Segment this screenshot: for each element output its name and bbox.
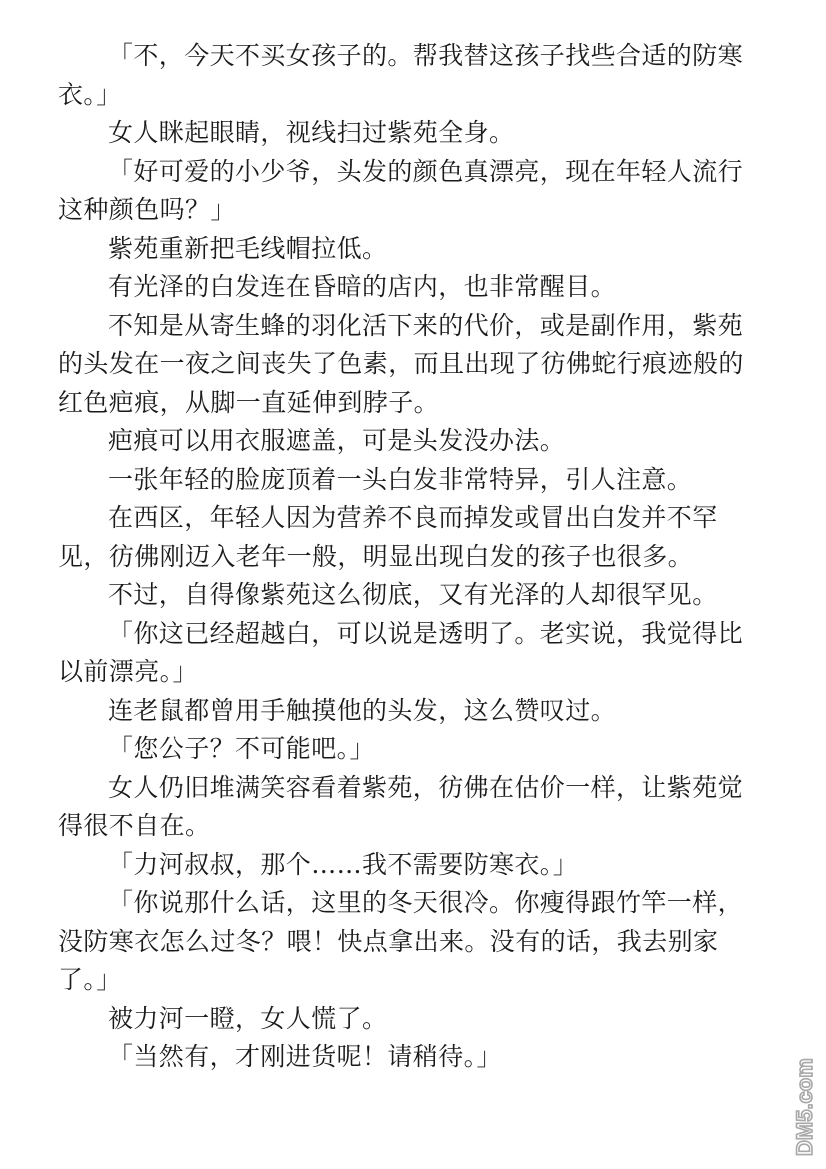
paragraph: 不过，自得像紫苑这么彻底，又有光泽的人却很罕见。 <box>108 580 718 609</box>
watermark-text: DM5.com <box>792 1058 817 1156</box>
paragraph: 一张年轻的脸庞顶着一头白发非常特异，引人注意。 <box>108 464 693 494</box>
paragraph: 「力河叔叔，那个……我不需要防寒衣。」 <box>108 849 579 879</box>
paragraph: 「你说那什么话，这里的冬天很冷。你瘦得跟竹竿一样，没防寒衣怎么过冬？喂！快点拿出来。没有的话，我去别家了。」 <box>58 888 744 994</box>
paragraph: 「您公子？不可能吧。」 <box>108 734 375 763</box>
watermark-logo-icon <box>782 1058 822 1158</box>
paragraph: 连老鼠都曾用手触摸他的头发，这么赞叹过。 <box>108 695 617 725</box>
paragraph: 被力河一瞪，女人慌了。 <box>108 1003 388 1033</box>
paragraph: 紫苑重新把毛线帽拉低。 <box>108 233 388 263</box>
paragraph: 「你这已经超越白，可以说是透明了。老实说，我觉得比以前漂亮。」 <box>58 618 744 686</box>
page-body <box>58 37 758 1077</box>
paragraph: 疤痕可以用衣服遮盖，可是头发没办法。 <box>108 426 566 455</box>
watermark-logo <box>782 1058 822 1158</box>
paragraph: 「不，今天不买女孩子的。帮我替这孩子找些合适的防寒衣。」 <box>58 41 744 109</box>
paragraph: 有光泽的白发连在昏暗的店内，也非常醒目。 <box>108 272 617 301</box>
paragraph: 不知是从寄生蜂的羽化活下来的代价，或是副作用，紫苑的头发在一夜之间丧失了色素，而且出现了彷佛蛇行痕迹般的红色疤痕，从脚一直延伸到脖子。 <box>58 310 744 417</box>
paragraph: 女人仍旧堆满笑容看着紫苑，彷佛在估价一样，让紫苑觉得很不自在。 <box>58 772 744 840</box>
paragraph: 在西区，年轻人因为营养不良而掉发或冒出白发并不罕见，彷佛刚迈入老年一般，明显出现白发的孩子也很多。 <box>58 503 718 571</box>
paragraph: 「当然有，才刚进货呢！请稍待。」 <box>108 1042 502 1071</box>
paragraph: 「好可爱的小少爷，头发的颜色真漂亮，现在年轻人流行这种颜色吗？」 <box>58 156 744 224</box>
paragraph: 女人眯起眼睛，视线扫过紫苑全身。 <box>108 118 515 147</box>
